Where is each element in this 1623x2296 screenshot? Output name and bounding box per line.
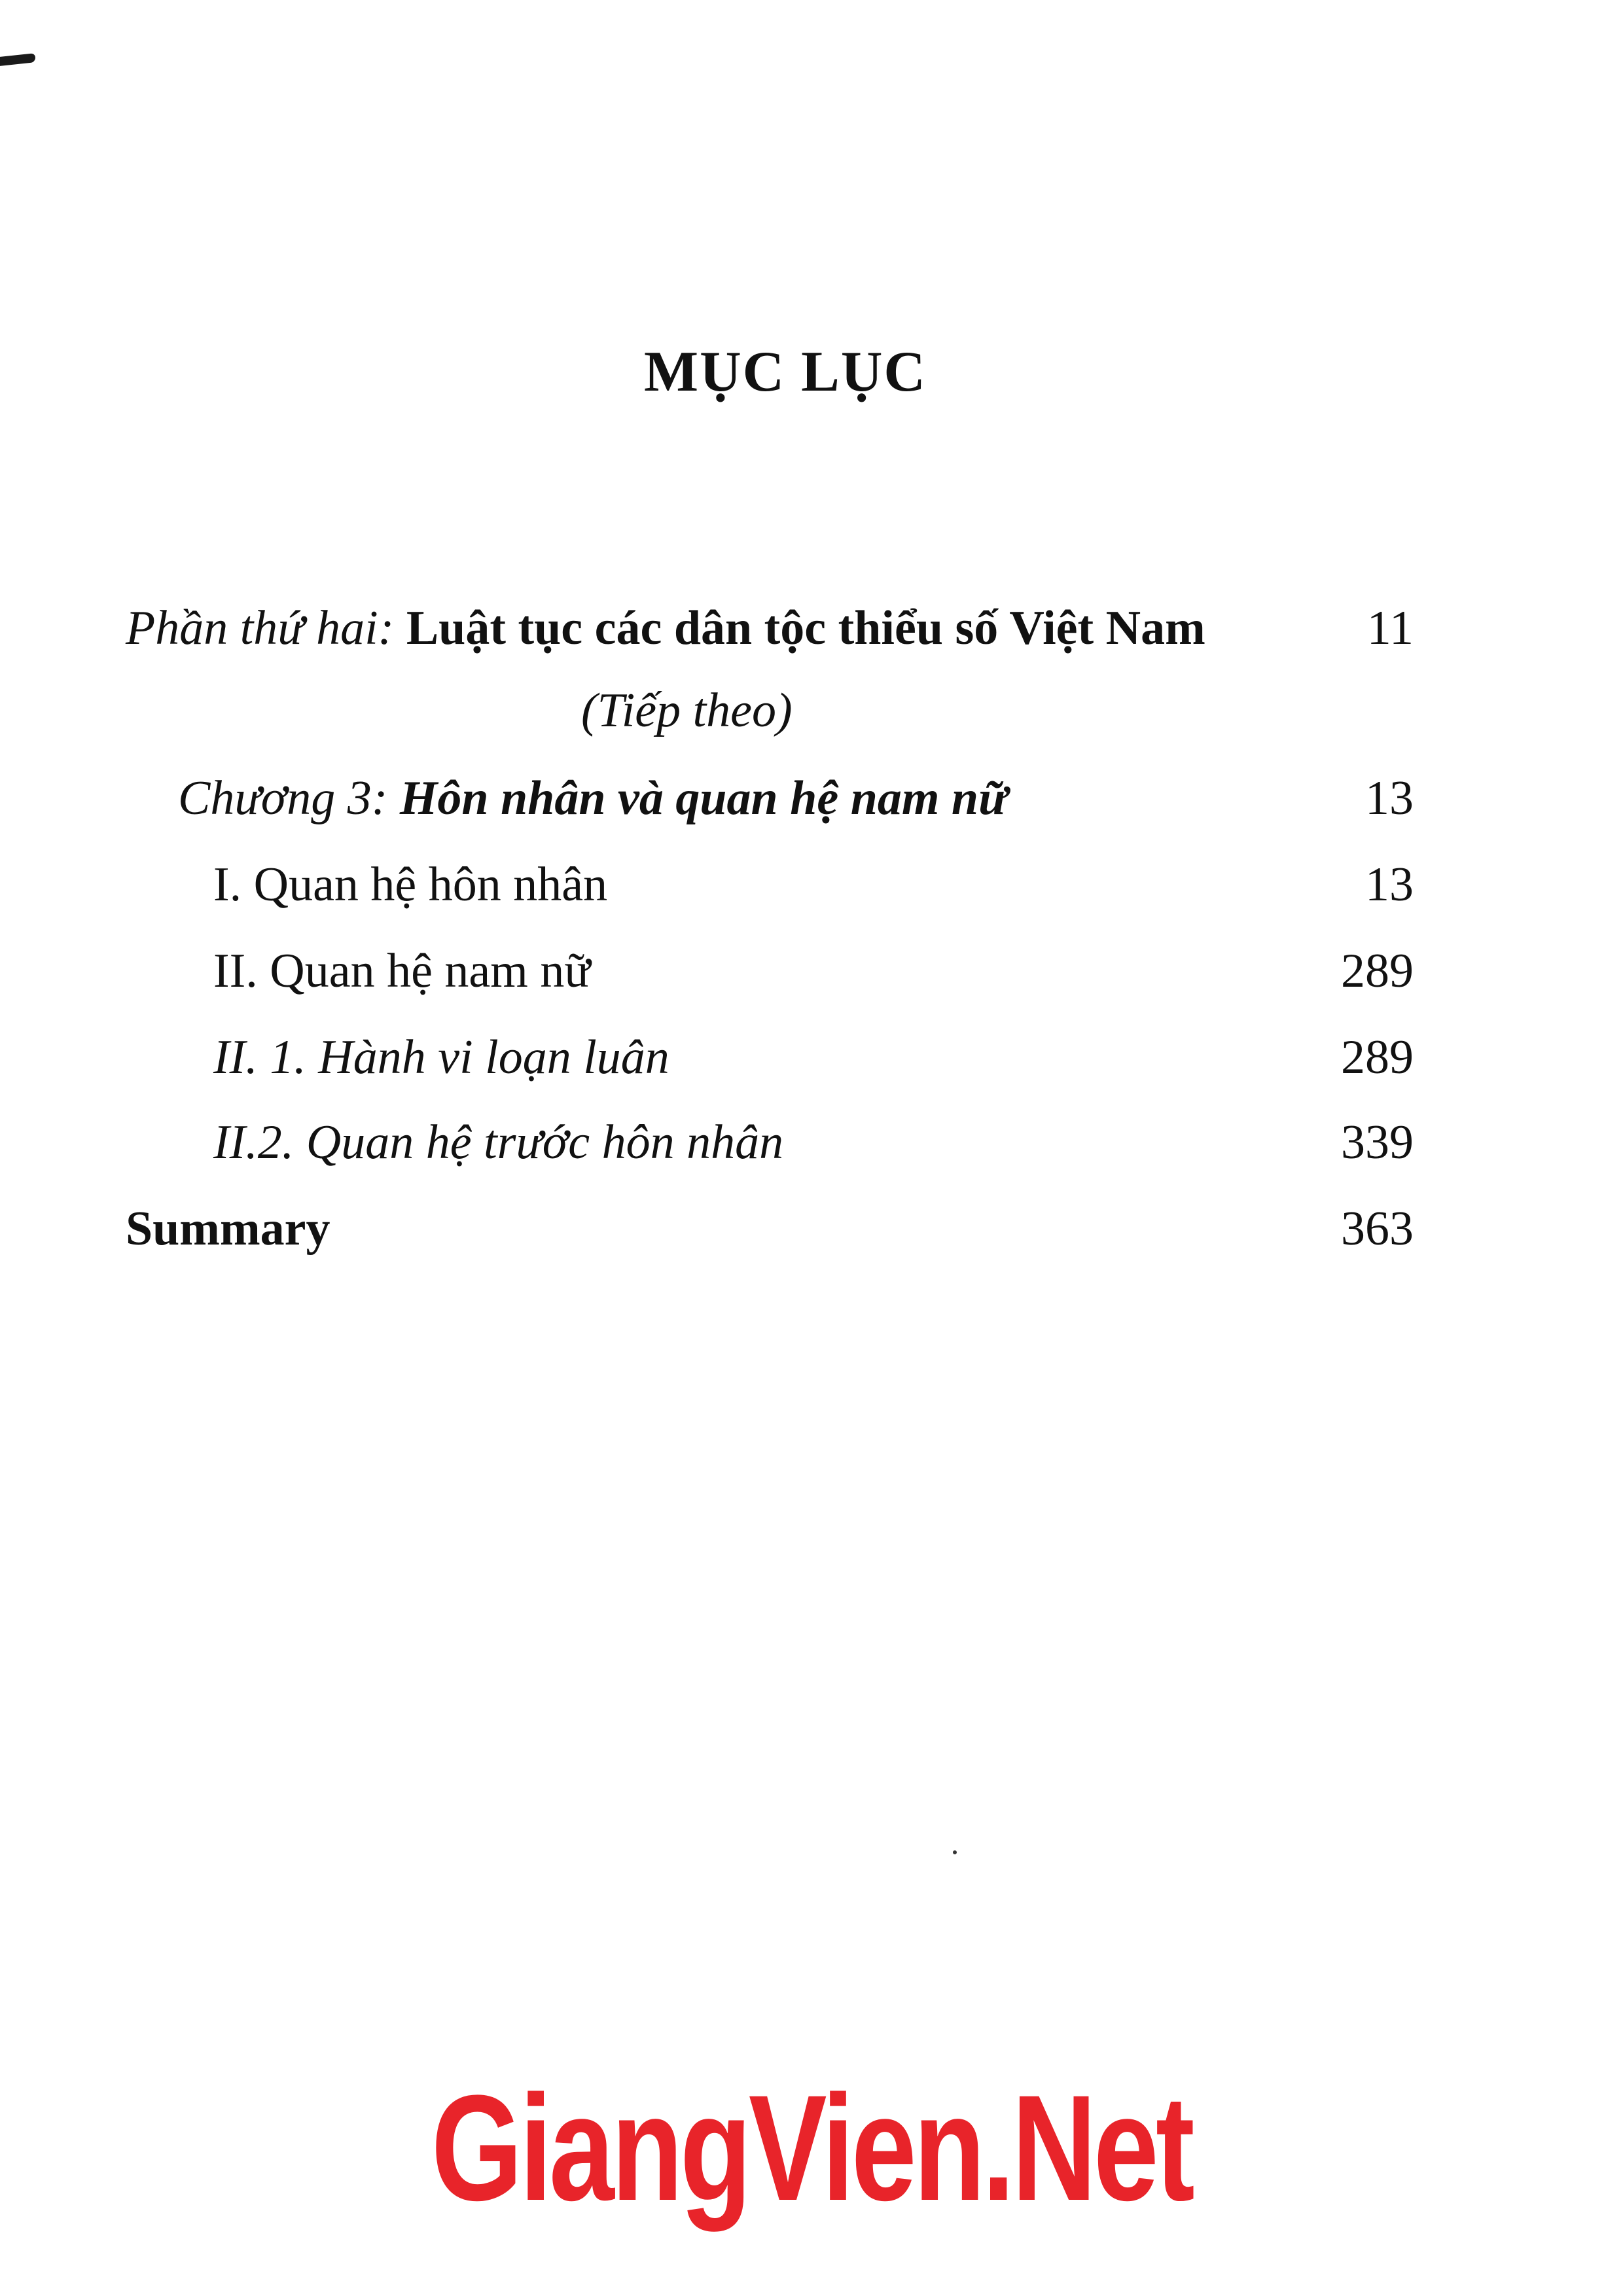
part-title: Luật tục các dân tộc thiểu số Việt Nam bbox=[406, 601, 1205, 655]
toc-entry-subsection[interactable]: II.2. Quan hệ trước hôn nhân bbox=[213, 1116, 784, 1169]
toc-entry-section[interactable]: I. Quan hệ hôn nhân bbox=[213, 858, 608, 911]
toc-entry-part[interactable] bbox=[126, 601, 1205, 656]
page-title: MỤC LỤC bbox=[644, 340, 927, 404]
toc-entry-subsection[interactable]: II. 1. Hành vi loạn luân bbox=[213, 1031, 669, 1084]
scan-corner-mark bbox=[0, 53, 35, 66]
watermark-logo: GiangVien.Net bbox=[431, 2064, 1192, 2232]
toc-entry-summary[interactable]: Summary bbox=[126, 1202, 330, 1256]
scan-speck bbox=[953, 1850, 957, 1854]
chapter-page-number: 13 bbox=[1365, 771, 1414, 825]
section-page-number: 289 bbox=[1341, 944, 1414, 998]
summary-page-number: 363 bbox=[1341, 1202, 1414, 1256]
part-continuation: (Tiếp theo) bbox=[581, 684, 793, 737]
chapter-prefix: Chương 3: bbox=[178, 771, 388, 825]
subsection-page-number: 339 bbox=[1341, 1116, 1414, 1169]
section-page-number: 13 bbox=[1365, 858, 1414, 911]
subsection-page-number: 289 bbox=[1341, 1031, 1414, 1084]
toc-entry-chapter[interactable] bbox=[178, 771, 1007, 826]
chapter-title: Hôn nhân và quan hệ nam nữ bbox=[399, 771, 1008, 825]
part-page-number: 11 bbox=[1366, 601, 1414, 655]
part-prefix: Phần thứ hai: bbox=[126, 601, 395, 655]
toc-entry-section[interactable]: II. Quan hệ nam nữ bbox=[213, 944, 591, 998]
